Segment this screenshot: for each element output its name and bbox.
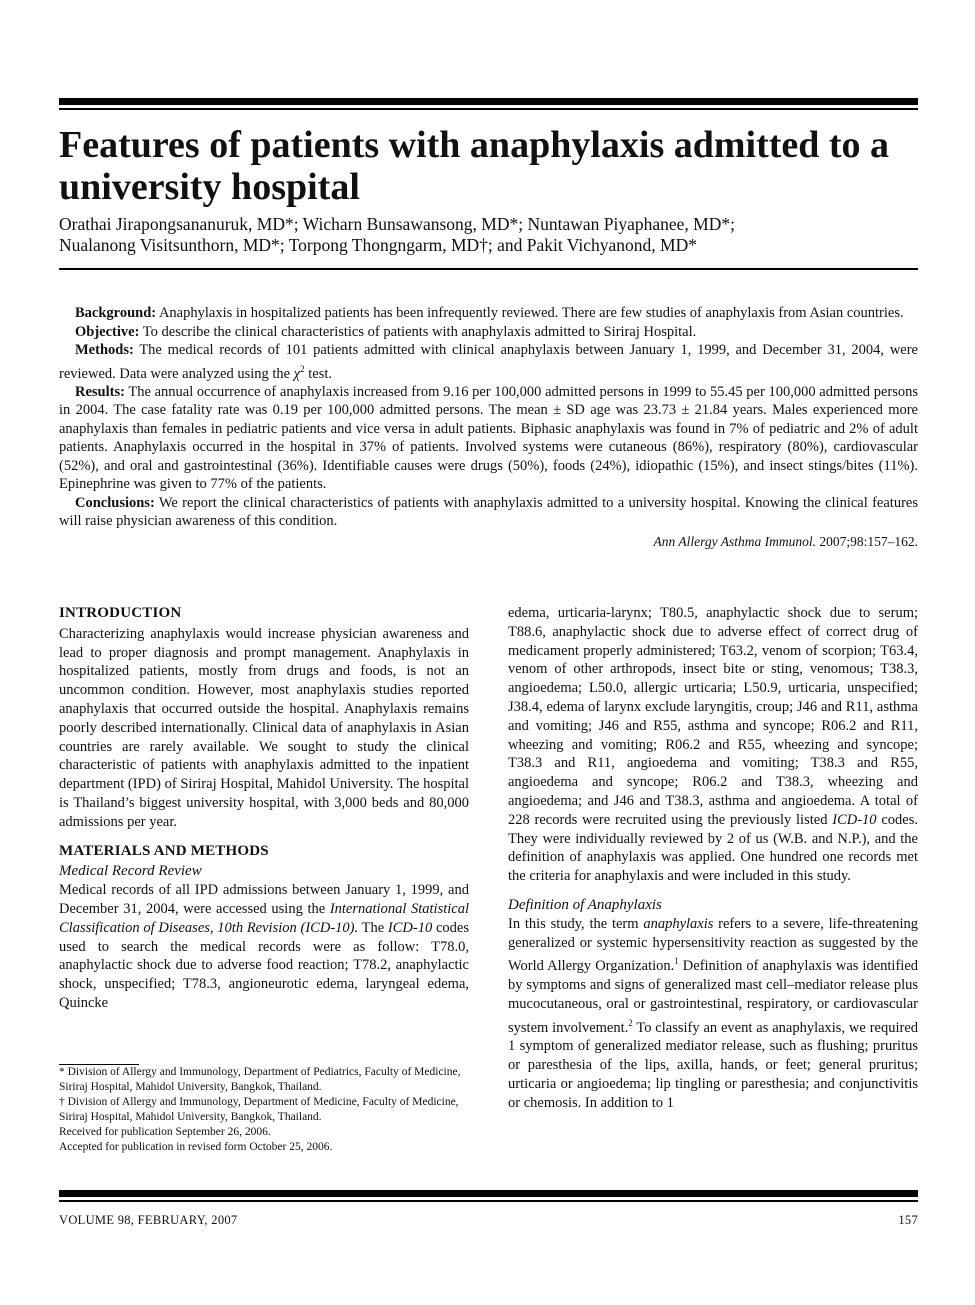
abstract-objective: Objective: To describe the clinical characteristics of patients with anaphylaxis admitted to Siriraj Hospital. [75, 323, 697, 340]
definition-heading: Definition of Anaphylaxis [508, 896, 662, 913]
bottom-rule-thin [59, 1200, 918, 1202]
methods-paragraph-continued: edema, urticaria-larynx; T80.5, anaphylactic shock due to serum; T88.6, anaphylactic shock due to adverse effect of correct drug of medicament properly administered; T63.2, venom of scorpion; T63.4, venom of other arthropods, insect bite or sting, venomous; T38.3, angioedema; L50.0, allergic urticaria; L50.9, urticaria, unspecified; J38.4, edema of larynx exclude laryngitis, croup; J46 and R11, asthma and vomiting; J46 and R55, asthma and syncope; R06.2 and R11, wheezing and vomiting; R06.2 and R55, wheezing and syncope; T38.3 and R11, angioedema and vomiting; T38.3 and R55, angioedema and syncope; R06.2 and T38.3, wheezing and angioedema; and J46 and T38.3, asthma and angioedema. A total of 228 records were recruited using the previously listed ICD-10 codes. They were individually reviewed by 2 of us (W.B. and N.P.), and the definition of anaphylaxis was applied. One hundred one records met the criteria for anaphylaxis and were included in this study. [508, 605, 918, 885]
abstract-methods: Methods: The medical records of 101 patients admitted with clinical anaphylaxis between January 1, 1999, and December 31, 2004, were reviewed. Data were analyzed using the $\chi^2$ test. [59, 342, 918, 382]
bottom-rule-thick [59, 1190, 918, 1197]
abstract-conclusions: Conclusions: We report the clinical characteristics of patients with anaphylaxis admitted to a university hospital. Knowing the clinical features will raise physician awareness of this condition. [59, 494, 918, 530]
right-column [508, 604, 918, 1112]
top-rule-thin [59, 108, 918, 110]
author-list [59, 214, 918, 256]
medical-record-review-heading: Medical Record Review [59, 863, 202, 880]
abstract-background: Background: Anaphylaxis in hospitalized patients has been infrequently reviewed. There are few studies of anaphylaxis from Asian countries. [75, 305, 904, 321]
intro-heading: INTRODUCTION [59, 605, 182, 621]
author-line-2: Nualanong Visitsunthorn, MD*; Torpong Thongngarm, MD†; and Pakit Vichyanond, MD* [59, 235, 697, 255]
author-line-1: Orathai Jirapongsananuruk, MD*; Wicharn Bunsawansong, MD*; Nuntawan Piyaphanee, MD*; [59, 214, 735, 234]
footer-volume: VOLUME 98, FEBRUARY, 2007 [59, 1213, 238, 1227]
abstract [59, 304, 918, 551]
article-title: Features of patients with anaphylaxis admitted to a university hospital [59, 124, 890, 208]
authors-rule [59, 268, 918, 270]
footnotes [59, 1064, 469, 1155]
left-column [59, 604, 469, 1013]
citation: Ann Allergy Asthma Immunol. 2007;98:157–162. [653, 533, 918, 549]
methods-paragraph: Medical records of all IPD admissions between January 1, 1999, and December 31, 2004, were accessed using the International Statistical Classification of Diseases, 10th Revision (ICD-10). The ICD-10 codes used to search the medical records were as follow: T78.0, anaphylactic shock due to adverse food reaction; T78.2, anaphylactic shock, unspecified; T78.3, angioneurotic edema, laryngeal edema, Quincke [59, 882, 470, 1011]
footnote-received: Received for publication September 26, 2006. [59, 1126, 271, 1138]
footer-page-number: 157 [898, 1213, 918, 1227]
footnote-accepted: Accepted for publication in revised form October 25, 2006. [59, 1141, 333, 1153]
definition-paragraph: In this study, the term anaphylaxis refers to a severe, life-threatening generalized or systemic hypersensitivity reaction as suggested by the World Allergy Organization.$^1$ Definition of anaphylaxis was identified by symptoms and signs of generalized mast cell–mediator release plus mucocutaneous, oral or gastrointestinal, respiratory, or cardiovascular system involvement.$^2$ To classify an event as anaphylaxis, we required 1 symptom of generalized mediator release, such as flushing; pruritus or paresthesia of the lips, axilla, hands, or feet; general pruritus; urticaria or angioedema; lip tingling or paresthesia; and conjunctivitis or chemosis. In addition to 1 [508, 915, 919, 1111]
top-rule-thick [59, 98, 918, 105]
abstract-results: Results: The annual occurrence of anaphylaxis increased from 9.16 per 100,000 admitted persons in 1999 to 55.45 per 100,000 admitted persons in 2004. The case fatality rate was 0.19 per 100,000 admitted persons. The mean ± SD age was 23.73 ± 21.84 years. Males experienced more anaphylaxis than females in pediatric patients and vice versa in adult patients. Biphasic anaphylaxis was found in 7% of pediatric and 2% of adult patients. Anaphylaxis occurred in the hospital in 37% of patients. Involved systems were cutaneous (86%), respiratory (80%), cardiovascular (52%), and oral and gastrointestinal (36%). Identifiable causes were drugs (50%), foods (24%), idiopathic (15%), and insect stings/bites (11%). Epinephrine was given to 77% of the patients. [59, 383, 918, 493]
footnote-affiliation-2: † Division of Allergy and Immunology, Department of Medicine, Faculty of Medicine, Siriraj Hospital, Mahidol University, Bangkok, Thailand. [59, 1096, 459, 1123]
methods-heading: MATERIALS AND METHODS [59, 842, 269, 859]
intro-paragraph: Characterizing anaphylaxis would increase physician awareness and lead to proper diagnosis and prompt management. Anaphylaxis in hospitalized patients, mostly from drugs and foods, is not an uncommon condition. However, most anaphylaxis studies reported anaphylaxis that occurred outside the hospital. Anaphylaxis remains poorly described internationally. Clinical data of anaphylaxis in Asian countries are rarely available. We sought to study the clinical characteristic of patients with anaphylaxis admitted to the inpatient department (IPD) of Siriraj Hospital, Mahidol University. The hospital is Thailand’s biggest university hospital, with 3,000 beds and 80,000 admissions per year. [59, 625, 469, 830]
footnote-affiliation-1: * Division of Allergy and Immunology, Department of Pediatrics, Faculty of Medicine, Siriraj Hospital, Mahidol University, Bangkok, Thailand. [59, 1066, 461, 1093]
